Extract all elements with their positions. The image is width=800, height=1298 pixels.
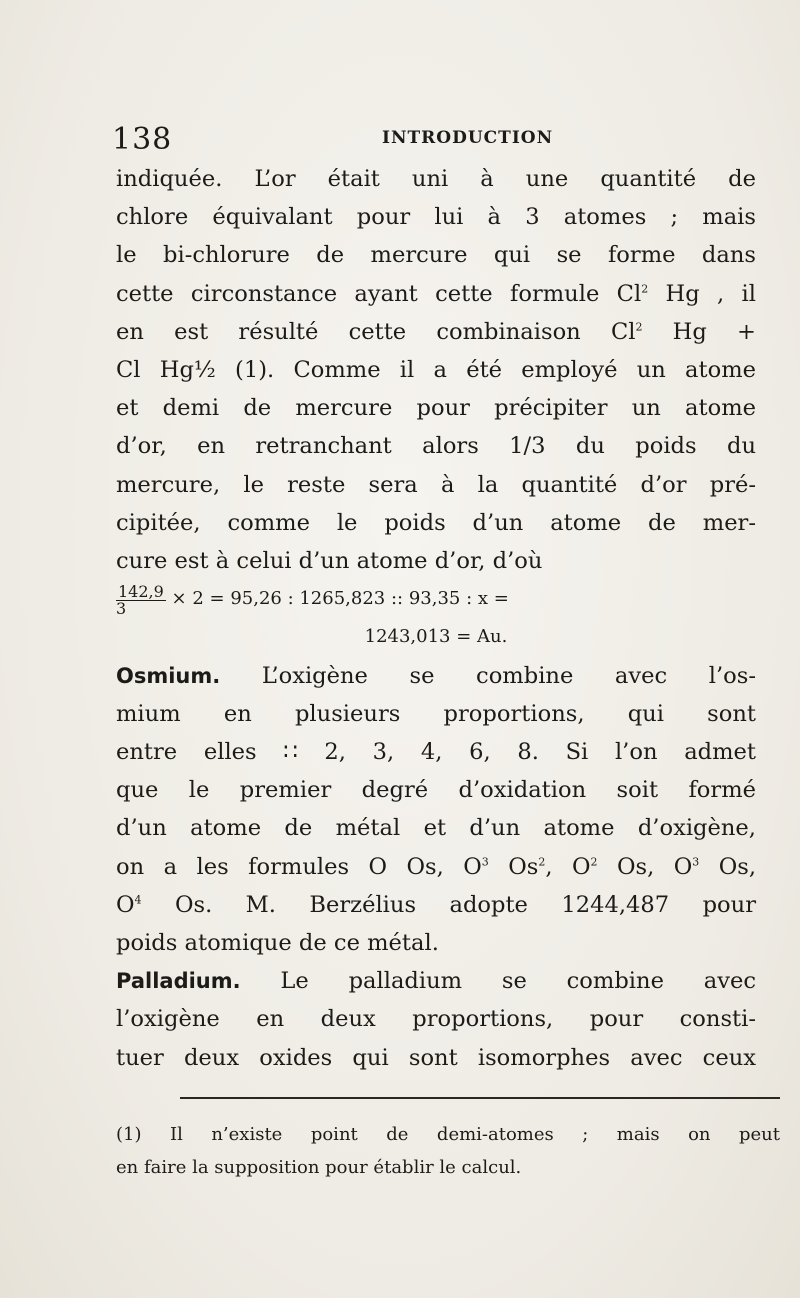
text-fragment: Hg + (642, 318, 756, 345)
superscript: 2 (641, 282, 649, 296)
text-line: cipitée, comme le poids d’un atome de mer- (116, 509, 756, 536)
text-fragment: Os. M. Berzélius adopte 1244,487 pour (141, 891, 756, 918)
text-line: entre elles ∷ 2, 3, 4, 6, 8. Si l’on admet (116, 739, 756, 766)
formula-rest: × 2 = 95,26 : 1265,823 :: 93,35 : x = (165, 588, 509, 610)
footnote-line: en faire la supposition pour établir le calcul. (116, 1157, 522, 1178)
text-line: indiquée. L’or était uni à une quantité de (116, 166, 756, 192)
text-line (116, 848, 756, 886)
formula-result: 1243,013 = Au. (364, 626, 508, 648)
running-title: INTRODUCTION (382, 128, 554, 148)
text-fragment: O (116, 891, 135, 918)
text-line (116, 275, 756, 313)
text-fragment: en est résulté cette combinaison Cl (116, 318, 636, 345)
superscript: 3 (481, 855, 489, 869)
text-line: le bi-chlorure de mercure qui se forme dans (116, 242, 756, 269)
footnote (116, 1118, 780, 1184)
text-line: d’un atome de métal et d’un atome d’oxigène, (116, 815, 756, 842)
footnote-line: (1) Il n’existe point de demi-atomes ; mais on peut (116, 1124, 780, 1145)
text-fragment: Os, (699, 853, 757, 880)
fraction-numerator: 142,9 (118, 582, 164, 602)
superscript: 4 (134, 893, 142, 907)
text-fragment: Le palladium se combine avec (240, 968, 756, 995)
text-line: Cl Hg½ (1). Comme il a été employé un atome (116, 357, 756, 384)
text-fragment: on a les formules O Os, O (116, 853, 482, 880)
text-line: tuer deux oxides qui sont isomorphes avec ceux (116, 1044, 756, 1071)
text-line: poids atomique de ce métal. (116, 930, 439, 957)
section-term-palladium: Palladium. (116, 969, 241, 994)
body-text (116, 160, 756, 1077)
fraction-denominator: 3 (116, 599, 127, 619)
footnote-divider (180, 1097, 780, 1099)
text-fragment: Os, O (597, 853, 693, 880)
text-fragment: Hg , il (648, 280, 756, 307)
text-line: d’or, en retranchant alors 1/3 du poids du (116, 433, 756, 460)
text-line: et demi de mercure pour précipiter un atome (116, 395, 756, 422)
text-line: que le premier degré d’oxidation soit formé (116, 777, 756, 804)
text-line (116, 886, 756, 924)
text-line (116, 962, 756, 1000)
text-line: cure est à celui d’un atome d’or, d’où (116, 548, 543, 575)
text-line: chlore équivalant pour lui à 3 atomes ; mais (116, 204, 756, 231)
text-line: l’oxigène en deux proportions, pour consti- (116, 1006, 756, 1033)
page-number: 138 (112, 122, 173, 157)
text-line (116, 657, 756, 695)
superscript: 2 (590, 855, 598, 869)
text-line: mercure, le reste sera à la quantité d’or pré- (116, 471, 756, 498)
text-fragment: , O (545, 853, 591, 880)
text-fragment: L’oxigène se combine avec l’os- (220, 662, 756, 689)
formula-line (116, 580, 756, 618)
text-fragment: Os (488, 853, 539, 880)
superscript: 2 (635, 320, 643, 334)
text-line: mium en plusieurs proportions, qui sont (116, 700, 756, 727)
section-term-osmium: Osmium. (116, 663, 221, 688)
superscript: 3 (692, 855, 700, 869)
text-line (116, 313, 756, 351)
text-fragment: cette circonstance ayant cette formule Cl (116, 280, 642, 307)
fraction (116, 584, 166, 617)
superscript: 2 (538, 855, 546, 869)
page-header (112, 122, 752, 158)
